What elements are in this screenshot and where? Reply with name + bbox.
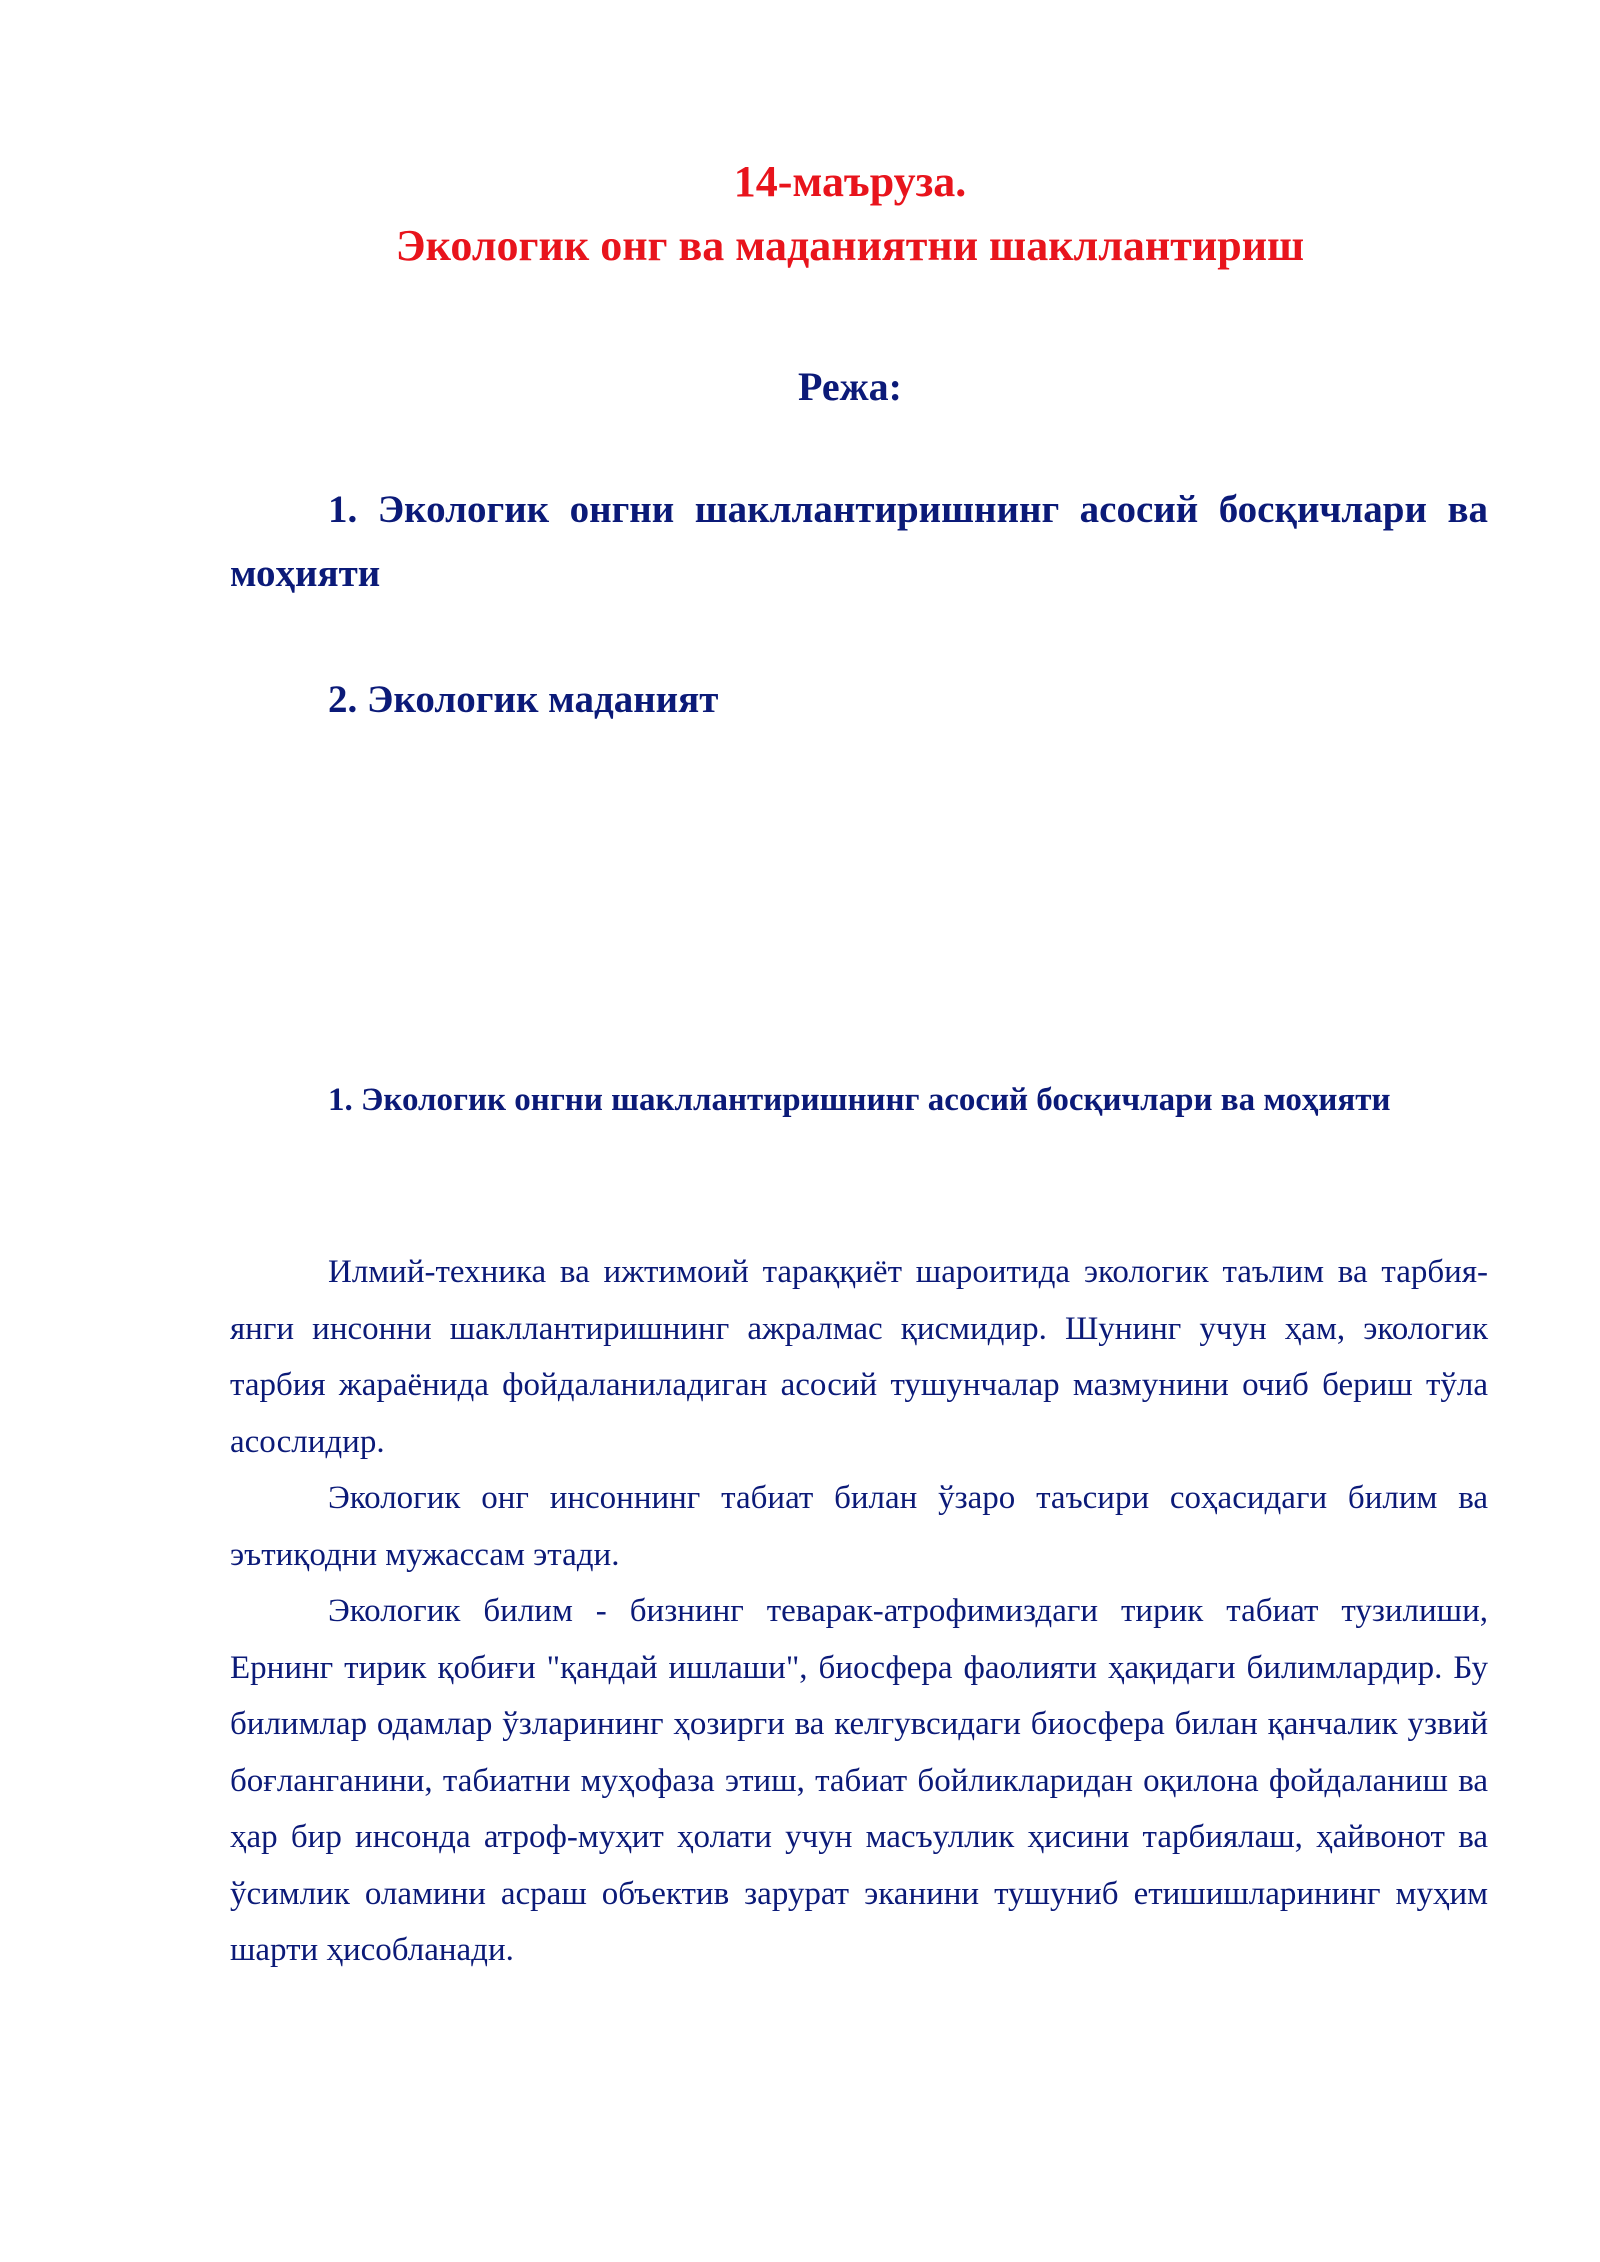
paragraph-1: Илмий-техника ва ижтимоий тараққиёт шароитида экологик таълим ва тарбия-янги инсонни шакллантиришнинг ажралмас қисмидир. Шунинг учун ҳам, экологик тарбия жараёнида фойдаланиладиган асосий тушунчалар мазмунини очиб бериш тўла асослидир.	[230, 1254, 1488, 1460]
lecture-number: 14-маъруза.	[733, 157, 967, 206]
paragraph-3: Экологик билим - бизнинг теварак-атрофимиздаги тирик табиат тузилиши, Ернинг тирик қобиғи "қандай ишлаши", биосфера фаолияти ҳақидаги билимлардир. Бу билимлар одамлар ўзларининг ҳозирги ва келгувсидаги биосфера билан қанчалик узвий боғланганини, табиатни муҳофаза этиш, табиат бойликларидан оқилона фойдаланиш ва ҳар бир инсонда атроф-муҳит ҳолати учун масъуллик ҳисини тарбиялаш, ҳайвонот ва ўсимлик оламини асраш объектив зарурат эканини тушуниб етишишларининг муҳим шарти ҳисобланади.	[230, 1593, 1488, 1968]
section-body	[230, 1244, 1488, 1979]
lecture-title: Экологик онг ва маданиятни шакллантириш	[395, 221, 1305, 270]
plan-list	[230, 478, 1488, 606]
plan-list-second	[230, 668, 1488, 732]
plan-item-1: 1. Экологик онгни шакллантиришнинг асосий босқичлари ва моҳияти	[230, 488, 1488, 595]
lecture-header	[0, 150, 1600, 278]
plan-item-2: 2. Экологик маданият	[328, 678, 719, 721]
paragraph-2: Экологик онг инсоннинг табиат билан ўзаро таъсири соҳасидаги билим ва эътиқодни мужассам этади.	[230, 1480, 1488, 1573]
section-heading: 1. Экологик онгни шакллантиришнинг асосий босқичлари ва моҳияти	[328, 1082, 1391, 1118]
plan-label: Режа:	[798, 364, 902, 409]
